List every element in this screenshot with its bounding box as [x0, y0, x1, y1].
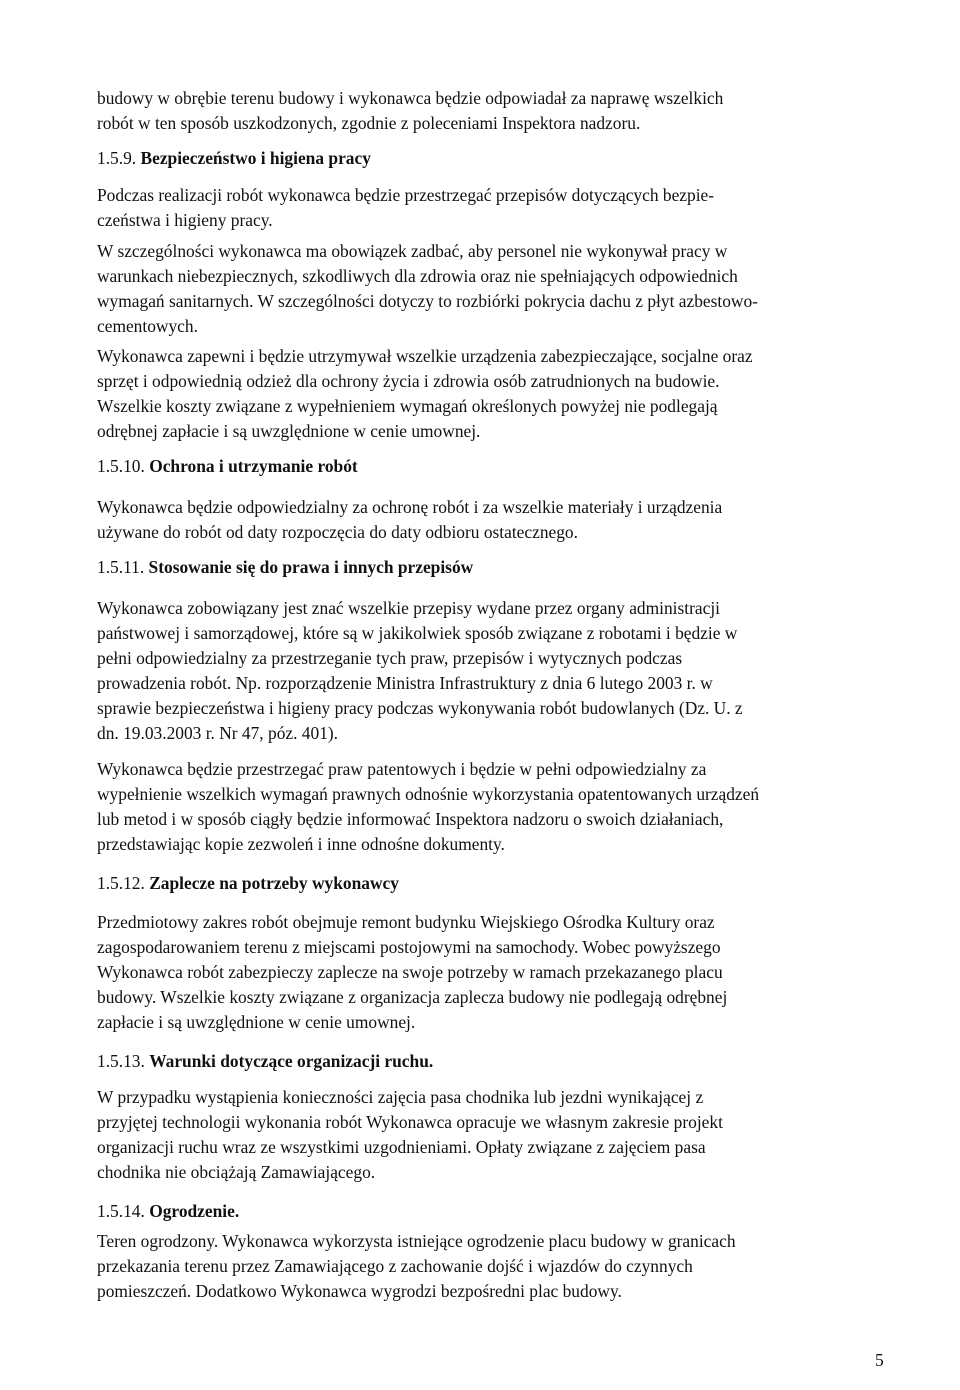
- text-line: Podczas realizacji robót wykonawca będzie przestrzegać przepisów dotyczących bezpie-: [97, 185, 715, 205]
- paragraph: [97, 757, 857, 857]
- text-line: zapłacie i są uwzględnione w cenie umownej.: [97, 1012, 416, 1032]
- text-line: pomieszczeń. Dodatkowo Wykonawca wygrodzi bezpośredni plac budowy.: [97, 1281, 622, 1301]
- text-line: pełni odpowiedzialny za przestrzeganie tych praw, przepisów i wytycznych podczas: [97, 648, 683, 668]
- text-line: Przedmiotowy zakres robót obejmuje remont budynku Wiejskiego Ośrodka Kultury oraz: [97, 912, 715, 932]
- paragraph: [97, 86, 857, 136]
- section-number: 1.5.11.: [97, 557, 145, 577]
- text-line: sprzęt i odpowiednią odzież dla ochrony życia i zdrowia osób zatrudnionych na budowie.: [97, 371, 720, 391]
- text-line: przyjętej technologii wykonania robót Wykonawca opracuje we własnym zakresie projekt: [97, 1112, 723, 1132]
- text-line: czeństwa i higieny pracy.: [97, 210, 273, 230]
- section-heading: [97, 555, 857, 580]
- paragraph: [97, 910, 857, 1035]
- text-line: odrębnej zapłacie i są uwzględnione w cenie umownej.: [97, 421, 481, 441]
- text-line: przekazania terenu przez Zamawiającego z zachowanie dojść i wjazdów do czynnych: [97, 1256, 693, 1276]
- text-line: wypełnienie wszelkich wymagań prawnych odnośnie wykorzystania opatentowanych urządzeń: [97, 784, 760, 804]
- text-line: cementowych.: [97, 316, 198, 336]
- text-line: warunkach niebezpiecznych, szkodliwych dla zdrowia oraz nie spełniających odpowiednich: [97, 266, 738, 286]
- paragraph: [97, 183, 857, 233]
- text-line: Wykonawca robót zabezpieczy zaplecze na swoje potrzeby w ramach przekazanego placu: [97, 962, 723, 982]
- text-line: organizacji ruchu wraz ze wszystkimi uzgodnieniami. Opłaty związane z zajęciem pasa: [97, 1137, 706, 1157]
- section-title: Stosowanie się do prawa i innych przepisów: [148, 557, 474, 577]
- text-line: Wykonawca zapewni i będzie utrzymywał wszelkie urządzenia zabezpieczające, socjalne oraz: [97, 346, 753, 366]
- text-line: używane do robót od daty rozpoczęcia do daty odbioru ostatecznego.: [97, 522, 578, 542]
- text-line: wymagań sanitarnych. W szczególności dotyczy to rozbiórki pokrycia dachu z płyt azbestowo-: [97, 291, 758, 311]
- text-line: zagospodarowaniem terenu z miejscami postojowymi na samochody. Wobec powyższego: [97, 937, 721, 957]
- section-heading: [97, 146, 857, 171]
- text-line: budowy. Wszelkie koszty związane z organizacja zaplecza budowy nie podlegają odrębnej: [97, 987, 728, 1007]
- text-line: Teren ogrodzony. Wykonawca wykorzysta istniejące ogrodzenie placu budowy w granicach: [97, 1231, 736, 1251]
- section-heading: [97, 871, 857, 896]
- section-number: 1.5.10.: [97, 456, 145, 476]
- section-number: 1.5.14.: [97, 1201, 145, 1221]
- text-line: prowadzenia robót. Np. rozporządzenie Ministra Infrastruktury z dnia 6 lutego 2003 r. w: [97, 673, 713, 693]
- section-title: Warunki dotyczące organizacji ruchu.: [149, 1051, 434, 1071]
- text-line: Wszelkie koszty związane z wypełnieniem wymagań określonych powyżej nie podlegają: [97, 396, 718, 416]
- section-title: Zaplecze na potrzeby wykonawcy: [149, 873, 399, 893]
- text-line: Wykonawca zobowiązany jest znać wszelkie przepisy wydane przez organy administracji: [97, 598, 720, 618]
- section-title: Bezpieczeństwo i higiena pracy: [140, 148, 371, 168]
- document-body: [97, 86, 857, 1304]
- section-heading: [97, 1049, 857, 1074]
- section-heading: [97, 1199, 857, 1224]
- text-line: sprawie bezpieczeństwa i higieny pracy podczas wykonywania robót budowlanych (Dz. U. z: [97, 698, 743, 718]
- section-heading: [97, 454, 857, 479]
- section-title: Ochrona i utrzymanie robót: [149, 456, 358, 476]
- section-number: 1.5.9.: [97, 148, 137, 168]
- text-line: dn. 19.03.2003 r. Nr 47, póz. 401).: [97, 723, 339, 743]
- text-line: Wykonawca będzie przestrzegać praw patentowych i będzie w pełni odpowiedzialny za: [97, 759, 707, 779]
- paragraph: [97, 239, 857, 339]
- paragraph: [97, 596, 857, 746]
- paragraph: [97, 1085, 857, 1185]
- text-line: budowy w obrębie terenu budowy i wykonawca będzie odpowiadał za naprawę wszelkich: [97, 88, 724, 108]
- text-line: robót w ten sposób uszkodzonych, zgodnie z poleceniami Inspektora nadzoru.: [97, 113, 641, 133]
- text-line: W szczególności wykonawca ma obowiązek zadbać, aby personel nie wykonywał pracy w: [97, 241, 728, 261]
- paragraph: [97, 344, 857, 444]
- paragraph: [97, 1229, 857, 1304]
- text-line: W przypadku wystąpienia konieczności zajęcia pasa chodnika lub jezdni wynikającej z: [97, 1087, 704, 1107]
- section-number: 1.5.12.: [97, 873, 145, 893]
- section-title: Ogrodzenie.: [149, 1201, 240, 1221]
- text-line: państwowej i samorządowej, które są w jakikolwiek sposób związane z robotami i będzie w: [97, 623, 738, 643]
- text-line: przedstawiając kopie zezwoleń i inne odnośne dokumenty.: [97, 834, 505, 854]
- text-line: lub metod i w sposób ciągły będzie informować Inspektora nadzoru o swoich działaniach,: [97, 809, 724, 829]
- text-line: Wykonawca będzie odpowiedzialny za ochronę robót i za wszelkie materiały i urządzenia: [97, 497, 723, 517]
- paragraph: [97, 495, 857, 545]
- page-number: 5: [875, 1350, 884, 1370]
- section-number: 1.5.13.: [97, 1051, 145, 1071]
- text-line: chodnika nie obciążają Zamawiającego.: [97, 1162, 376, 1182]
